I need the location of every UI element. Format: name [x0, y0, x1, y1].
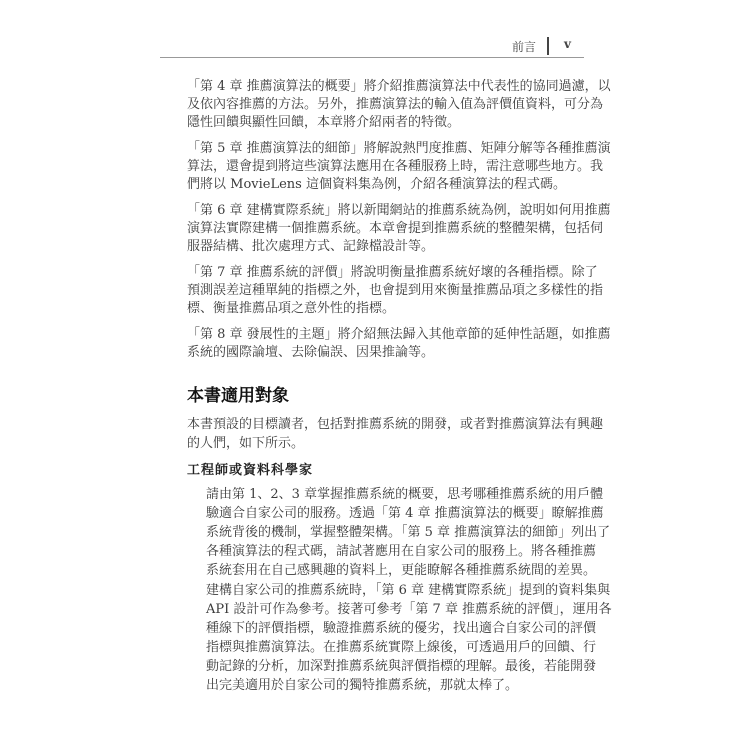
page-number: v — [564, 37, 571, 51]
text-line: 演算法實際建構一個推薦系統。本章會提到推薦系統的整體架構，包括伺 — [187, 220, 604, 236]
text-line: 「第 5 章 推薦演算法的細節」將解說熱門度推薦、矩陣分解等各種推薦演 — [187, 140, 611, 156]
running-header-section: 前言 — [512, 40, 537, 54]
text-line: 本書預設的目標讀者，包括對推薦系統的開發，或者對推薦演算法有興趣 — [187, 416, 604, 432]
text-line: 系統背後的機制，掌握整體架構。「第 5 章 推薦演算法的細節」列出了 — [206, 524, 611, 540]
text-line: 們將以 MovieLens 這個資料集為例，介紹各種演算法的程式碼。 — [187, 176, 566, 192]
text-line: 預測誤差這種單純的指標之外，也會提到用來衡量推薦品項之多樣性的指 — [187, 282, 604, 298]
text-line: 系統的國際論壇、去除偏誤、因果推論等。 — [187, 344, 435, 360]
text-line: 請由第 1、2、3 章掌握推薦系統的概要，思考哪種推薦系統的用戶體 — [206, 486, 604, 502]
text-line: 算法，還會提到將這些演算法應用在各種服務上時，需注意哪些地方。我 — [187, 158, 604, 174]
section-heading: 本書適用對象 — [187, 386, 289, 406]
text-line: 出完美適用於自家公司的獨特推薦系統，那就太棒了。 — [206, 677, 519, 693]
audience-heading: 工程師或資料科學家 — [187, 463, 314, 478]
text-line: 的人們，如下所示。 — [187, 435, 305, 451]
text-line: 建構自家公司的推薦系統時，「第 6 章 建構實際系統」提到的資料集與 — [206, 582, 611, 598]
text-line: 驗適合自家公司的服務。透過「第 4 章 推薦演算法的概要」瞭解推薦 — [206, 505, 604, 521]
text-line: API 設計可作為參考。接著可參考「第 7 章 推薦系統的評價」，運用各 — [206, 601, 612, 617]
text-line: 服器結構、批次處理方式、記錄檔設計等。 — [187, 238, 435, 254]
text-line: 種線下的評價指標，驗證推薦系統的優劣，找出適合自家公司的評價 — [206, 620, 597, 636]
text-line: 動記錄的分析，加深對推薦系統與評價指標的理解。最後，若能開發 — [206, 658, 597, 674]
text-line: 「第 7 章 推薦系統的評價」將說明衡量推薦系統好壞的各種指標。除了 — [187, 264, 598, 280]
text-line: 指標與推薦演算法。在推薦系統實際上線後，可透過用戶的回饋、行 — [206, 639, 597, 655]
text-line: 標、衡量推薦品項之意外性的指標。 — [187, 300, 396, 316]
text-line: 隱性回饋與顯性回饋，本章將介紹兩者的特徵。 — [187, 114, 461, 130]
text-line: 「第 6 章 建構實際系統」將以新聞網站的推薦系統為例，說明如何用推薦 — [187, 202, 611, 218]
text-line: 系統套用在自己感興趣的資料上，更能瞭解各種推薦系統間的差異。 — [206, 562, 597, 578]
text-line: 及依內容推薦的方法。另外，推薦演算法的輸入值為評價值資料，可分為 — [187, 96, 604, 112]
header-rule — [160, 57, 584, 58]
text-line: 各種演算法的程式碼，請試著應用在自家公司的服務上。將各種推薦 — [206, 543, 597, 559]
text-line: 「第 4 章 推薦演算法的概要」將介紹推薦演算法中代表性的協同過濾，以 — [187, 78, 611, 94]
header-divider — [547, 37, 549, 55]
text-line: 「第 8 章 發展性的主題」將介紹無法歸入其他章節的延伸性話題，如推薦 — [187, 326, 611, 342]
